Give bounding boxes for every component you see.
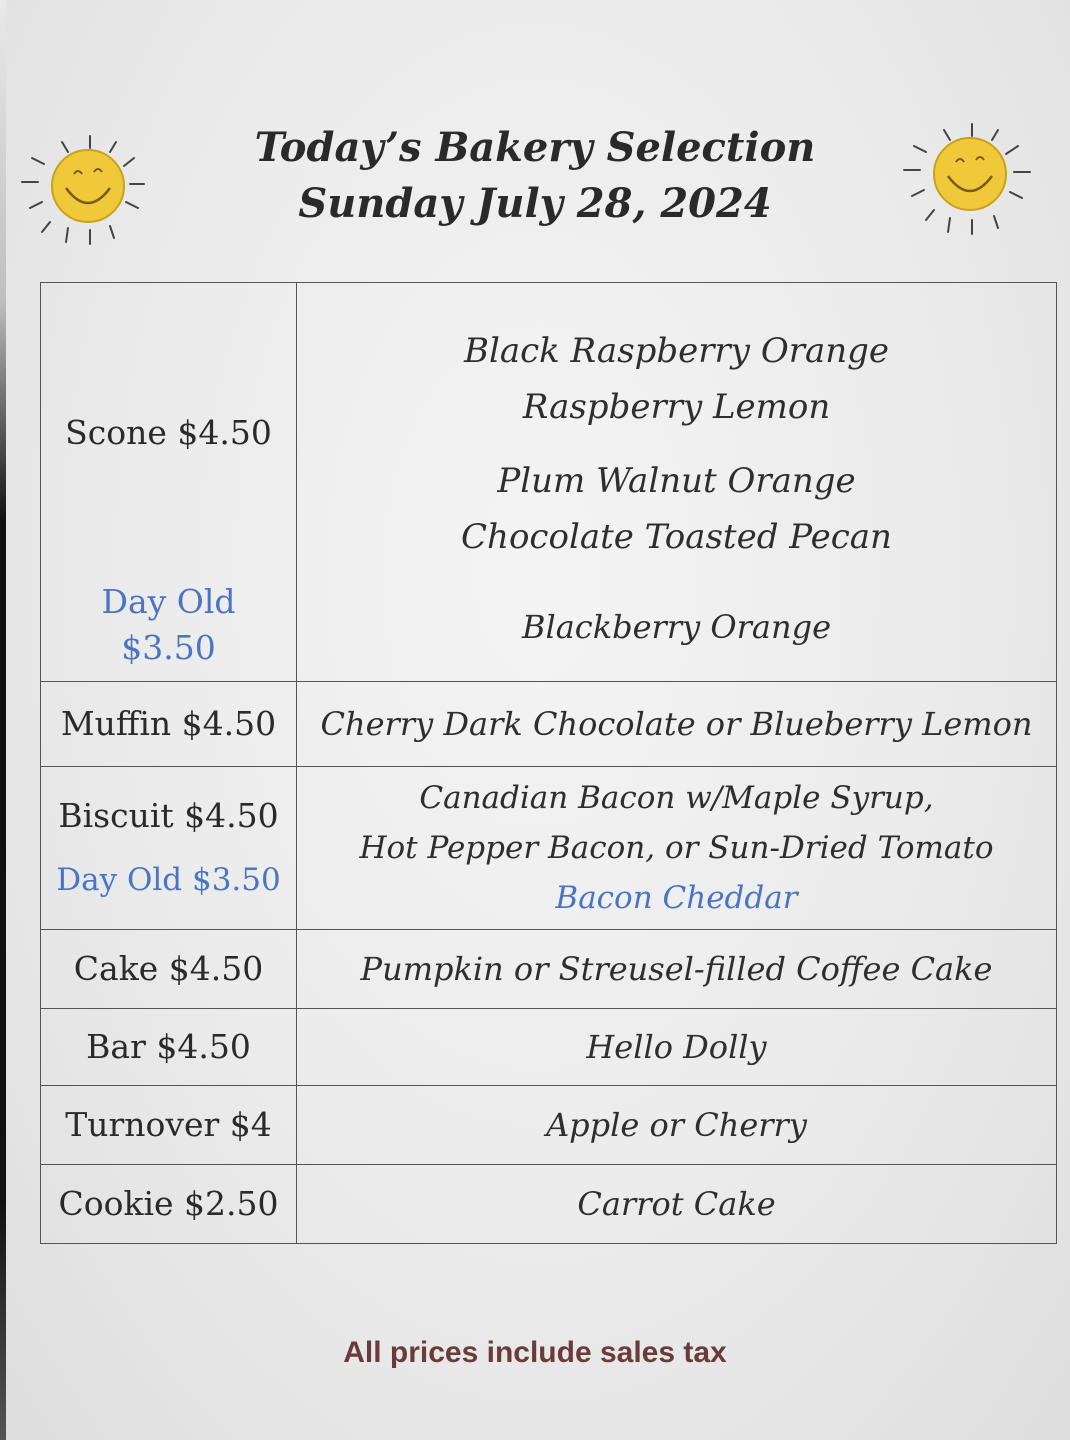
biscuit-flavors-cell (297, 767, 1057, 930)
table-row-muffin (41, 682, 1057, 767)
cookie-flavors-cell (297, 1165, 1057, 1244)
table-row-turnover (41, 1086, 1057, 1165)
table-row-biscuit (41, 767, 1057, 930)
bar-flavors: Hello Dolly (586, 1028, 767, 1066)
sales-tax-note: All prices include sales tax (343, 1336, 727, 1369)
scone-label: Scone $4.50 (65, 413, 272, 452)
scone-day-old-price (41, 579, 296, 671)
page-title (0, 120, 1070, 232)
bar-label: Bar $4.50 (86, 1027, 251, 1066)
muffin-price-cell (41, 682, 297, 767)
bakery-menu-table (40, 282, 1057, 1244)
cookie-label: Cookie $2.50 (58, 1184, 279, 1223)
scone-flavor-2: Raspberry Lemon (522, 387, 831, 427)
turnover-flavors-cell (297, 1086, 1057, 1165)
turnover-flavors: Apple or Cherry (546, 1106, 807, 1144)
scone-flavor-3: Plum Walnut Orange (497, 461, 856, 501)
muffin-label: Muffin $4.50 (60, 704, 277, 743)
cookie-price-cell (41, 1165, 297, 1244)
biscuit-label: Biscuit $4.50 (58, 796, 279, 835)
title-line-1: Today’s Bakery Selection (254, 124, 816, 171)
biscuit-price-cell (41, 767, 297, 930)
turnover-label: Turnover $4 (65, 1105, 272, 1144)
cake-flavors-cell (297, 930, 1057, 1009)
biscuit-flavor-line-2: Hot Pepper Bacon, or Sun-Dried Tomato (359, 830, 994, 866)
table-row-cookie (41, 1165, 1057, 1244)
scone-flavor-list (297, 323, 1056, 565)
turnover-price-cell (41, 1086, 297, 1165)
scone-price-cell (41, 283, 297, 682)
scone-flavors-cell (297, 283, 1057, 682)
cookie-flavors: Carrot Cake (577, 1185, 776, 1223)
bar-flavors-cell (297, 1009, 1057, 1086)
bar-price-cell (41, 1009, 297, 1086)
table-row-scone (41, 283, 1057, 682)
scone-day-old-line1: Day Old (101, 582, 236, 621)
cake-flavors: Pumpkin or Streusel-filled Coffee Cake (360, 950, 993, 988)
scone-flavor-1: Black Raspberry Orange (463, 331, 890, 371)
biscuit-day-old-flavor: Bacon Cheddar (555, 880, 798, 916)
scone-day-old-line2: $3.50 (121, 628, 216, 667)
cake-label: Cake $4.50 (73, 949, 264, 988)
table-row-cake (41, 930, 1057, 1009)
title-line-2: Sunday July 28, 2024 (298, 180, 772, 227)
muffin-flavors-cell (297, 682, 1057, 767)
table-row-bar (41, 1009, 1057, 1086)
scone-day-old-flavor: Blackberry Orange (521, 608, 832, 646)
cake-price-cell (41, 930, 297, 1009)
scone-flavor-4: Chocolate Toasted Pecan (461, 517, 892, 557)
biscuit-flavor-line-1: Canadian Bacon w/Maple Syrup, (419, 780, 934, 816)
biscuit-day-old-price: Day Old $3.50 (56, 862, 281, 898)
muffin-flavors: Cherry Dark Chocolate or Blueberry Lemon (320, 705, 1033, 743)
